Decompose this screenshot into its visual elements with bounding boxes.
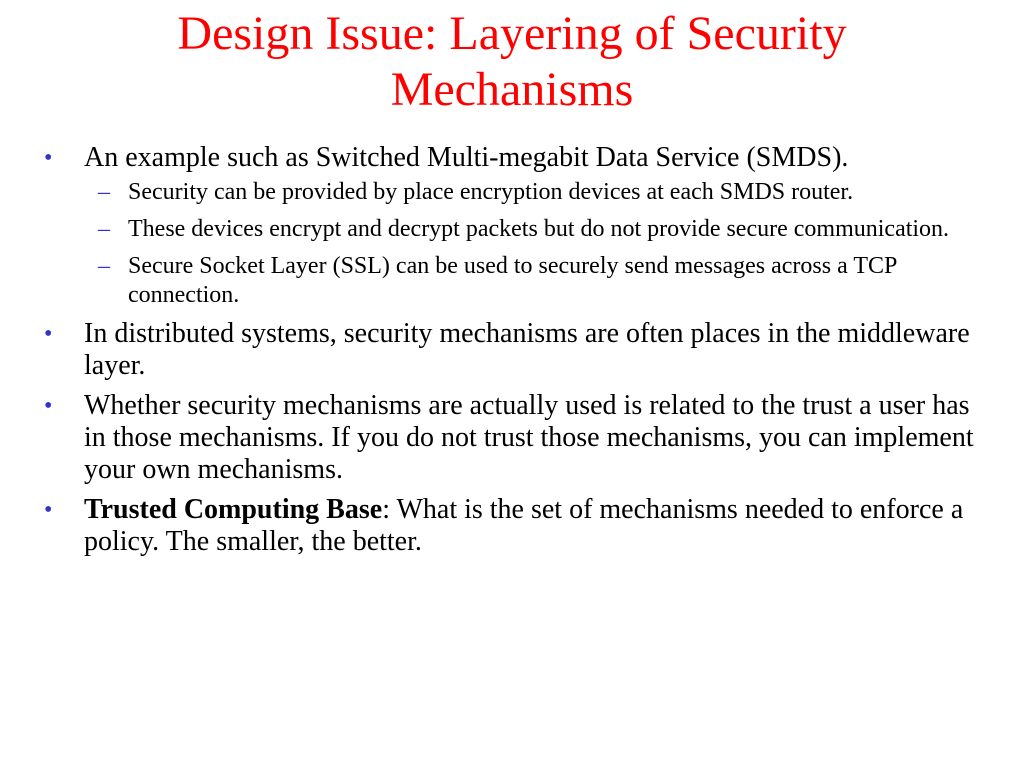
sub-bullet-text: Secure Socket Layer (SSL) can be used to securely send messages across a TCP connection.: [128, 253, 897, 308]
sub-bullet-text: These devices encrypt and decrypt packets but do not provide secure communication.: [128, 216, 950, 242]
slide-title: [60, 6, 964, 118]
bullet-icon: •: [44, 393, 53, 419]
bullet-item-middleware: [44, 318, 984, 382]
sub-bullet-text: Security can be provided by place encryption devices at each SMDS router.: [128, 179, 854, 205]
bullet-item-smds: [44, 142, 984, 310]
sub-bullet-item: [84, 215, 984, 244]
bullet-item-tcb: [44, 494, 984, 558]
sub-bullet-item: [84, 178, 984, 207]
bullet-icon: •: [44, 321, 53, 347]
sub-bullet-item: [84, 252, 984, 310]
bullet-icon: •: [44, 145, 53, 171]
bullet-text: Whether security mechanisms are actually used is related to the trust a user has in those mechanisms. If you do not trust those mechanisms, you can implement your own mechanisms.: [84, 390, 974, 485]
bullet-list: [44, 142, 984, 566]
slide-title-line-1: Design Issue: Layering of Security: [177, 7, 847, 60]
dash-icon: –: [98, 253, 110, 279]
sub-bullet-list: [84, 178, 984, 310]
bullet-icon: •: [44, 497, 53, 523]
slide-title-line-2: Mechanisms: [390, 63, 634, 116]
bullet-text: An example such as Switched Multi-megabit Data Service (SMDS).: [84, 142, 849, 173]
bullet-item-trust: [44, 390, 984, 486]
dash-icon: –: [98, 179, 110, 205]
dash-icon: –: [98, 216, 110, 242]
bullet-text: : What is the set of mechanisms needed to enforce a policy. The smaller, the better.: [84, 494, 964, 557]
bullet-text: In distributed systems, security mechanisms are often places in the middleware layer.: [84, 318, 970, 381]
tcb-term: Trusted Computing Base: [84, 494, 383, 525]
